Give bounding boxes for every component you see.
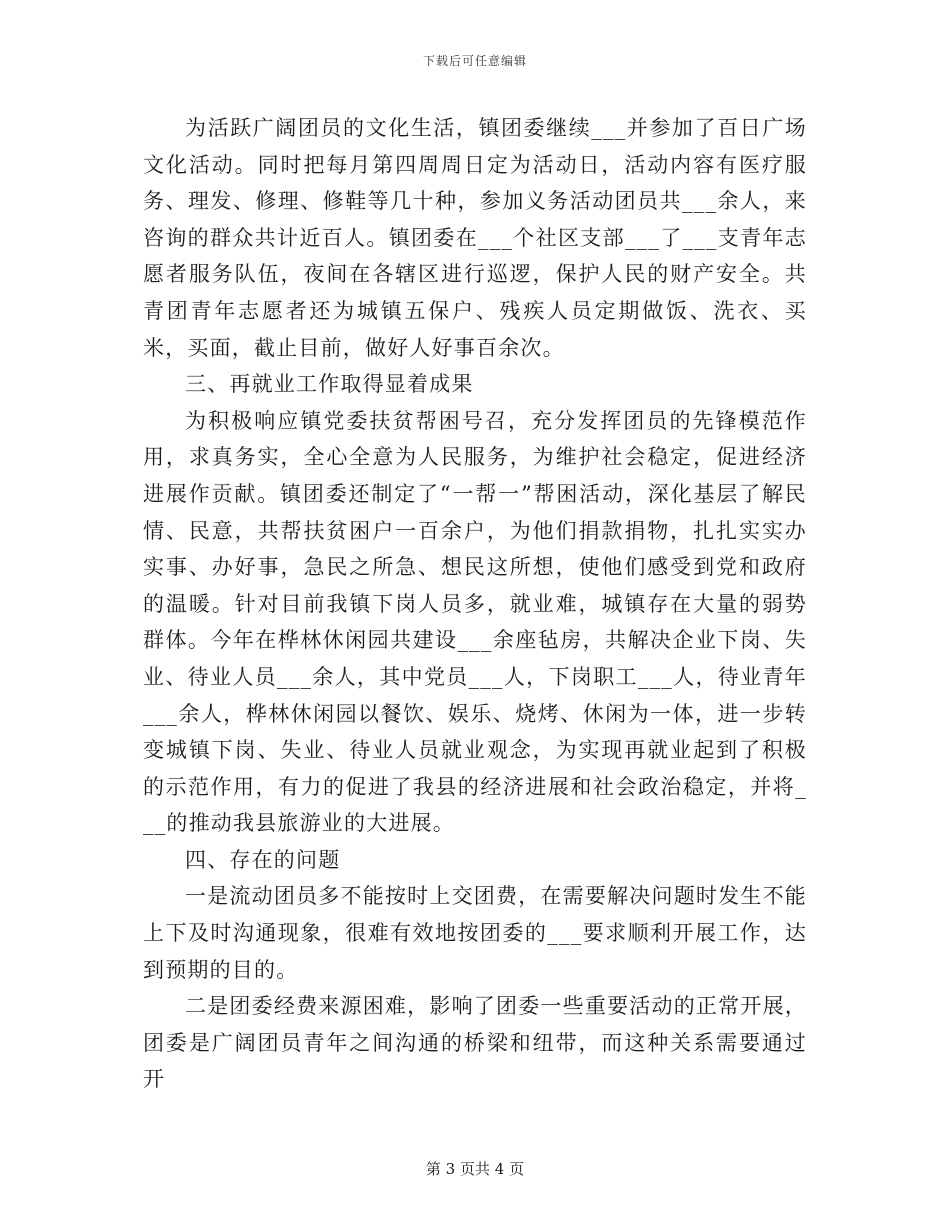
section-heading-problems: 四、存在的问题	[185, 847, 341, 872]
section-heading-reemployment: 三、再就业工作取得显着成果	[185, 372, 474, 397]
paragraph-problem-one: 一是流动团员多不能按时上交团费，在需要解决问题时发生不能上下及时沟通现象，很难有效地按团委的___要求顺利开展工作，达到预期的目的。	[143, 884, 807, 982]
paragraph-cultural-activities: 为活跃广阔团员的文化生活，镇团委继续___并参加了百日广场文化活动。同时把每月第四周周日定为活动日，活动内容有医疗服务、理发、修理、修鞋等几十种，参加义务活动团员共___余人，来咨询的群众共计近百人。镇团委在___个社区支部___了___支青年志愿者服务队伍，夜间在各辖区进行巡逻，保护人民的财产安全。共青团青年志愿者还为城镇五保户、残疾人员定期做饭、洗衣、买米，买面，截止目前，做好人好事百余次。	[143, 116, 807, 360]
paragraph-poverty-relief: 为积极响应镇党委扶贫帮困号召，充分发挥团员的先锋模范作用，求真务实，全心全意为人民服务，为维护社会稳定，促进经济进展作贡献。镇团委还制定了“一帮一”帮困活动，深化基层了解民情、民意，共帮扶贫困户一百余户，为他们捐款捐物，扎扎实实办实事、办好事，急民之所急、想民这所想，使他们感受到党和政府的温暖。针对目前我镇下岗人员多，就业难，城镇存在大量的弱势群体。今年在桦林休闲园共建设___余座毡房，共解决企业下岗、失业、待业人员___余人，其中党员___人，下岗职工___人，待业青年___余人，桦林休闲园以餐饮、娱乐、烧烤、休闲为一体，进一步转变城镇下岗、失业、待业人员就业观念，为实现再就业起到了积极的示范作用，有力的促进了我县的经济进展和社会政治稳定，并将___的推动我县旅游业的大进展。	[143, 408, 807, 836]
document-body	[143, 110, 807, 1098]
paragraph-problem-two: 二是团委经费来源困难，影响了团委一些重要活动的正常开展，团委是广阔团员青年之间沟通的桥梁和纽带，而这种关系需要通过开	[143, 994, 807, 1092]
page-header: 下载后可任意编辑	[422, 54, 527, 68]
page-number: 第 3 页共 4 页	[425, 1160, 525, 1178]
